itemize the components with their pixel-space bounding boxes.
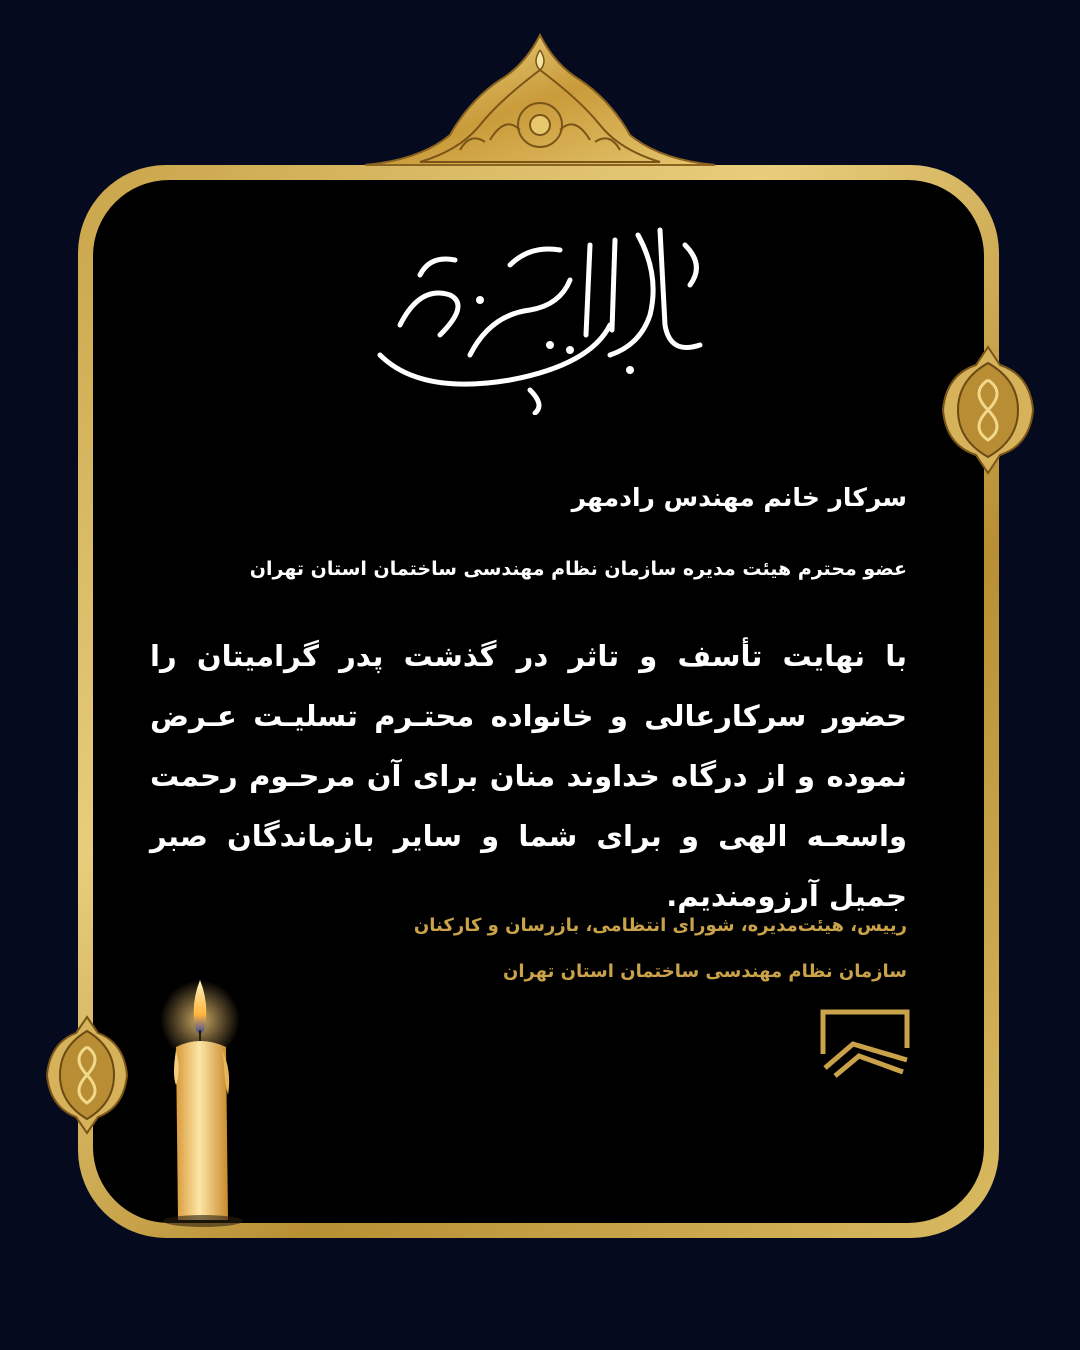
signature-line-1: رییس، هیئت‌مدیره، شورای انتظامی، بازرسان و کارکنان <box>413 915 907 936</box>
recipient-name: سرکار خانم مهندس رادمهر <box>571 483 907 512</box>
ornament-crown-icon <box>360 30 720 180</box>
arabesque-medallion-icon <box>44 1015 130 1135</box>
arabesque-medallion-icon <box>938 345 1038 475</box>
recipient-position: عضو محترم هیئت مدیره سازمان نظام مهندسی ساختمان استان تهران <box>249 558 907 580</box>
organization-logo-icon <box>819 1008 911 1078</box>
candle-icon <box>148 975 258 1230</box>
calligraphy-artwork <box>360 205 720 415</box>
condolence-message: با نهایت تأسف و تاثر در گذشت پدر گرامیتان را حضور سرکارعالی و خانواده محتـرم تسلیـت عـرض نموده و از درگاه خداوند منان برای آن مرحـوم رحمت واسعـه الهی و برای شما و سایر بازماندگان صبر جمیل آرزومندیم. <box>150 639 907 913</box>
signature-line-2: سازمان نظام مهندسی ساختمان استان تهران <box>502 961 907 982</box>
